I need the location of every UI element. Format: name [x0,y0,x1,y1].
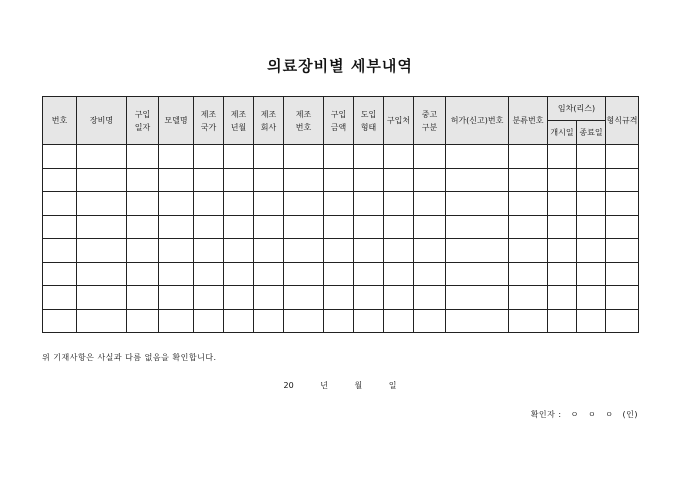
table-cell[interactable] [354,239,384,263]
table-cell[interactable] [77,168,127,192]
table-cell[interactable] [284,168,324,192]
table-cell[interactable] [606,168,639,192]
table-cell[interactable] [446,239,509,263]
table-cell[interactable] [127,286,159,310]
table-cell[interactable] [127,215,159,239]
table-cell[interactable] [127,192,159,216]
table-cell[interactable] [384,145,414,169]
table-cell[interactable] [224,192,254,216]
date-month-label: 월 [354,381,363,390]
table-cell[interactable] [194,286,224,310]
table-cell[interactable] [414,262,446,286]
header-lease-start: 개시일 [548,121,577,145]
table-cell[interactable] [43,145,77,169]
table-cell[interactable] [354,168,384,192]
table-cell[interactable] [548,239,577,263]
table-cell[interactable] [384,215,414,239]
header-intro-type: 도입 형태 [354,97,384,145]
table-cell[interactable] [577,192,606,216]
header-purchase-amount: 구입 금액 [324,97,354,145]
table-cell[interactable] [384,192,414,216]
table-cell[interactable] [159,145,194,169]
table-row [43,168,639,192]
table-cell[interactable] [354,215,384,239]
table-cell[interactable] [254,192,284,216]
table-cell[interactable] [77,239,127,263]
table-cell[interactable] [384,309,414,333]
table-cell[interactable] [324,168,354,192]
table-cell[interactable] [194,168,224,192]
table-cell[interactable] [324,192,354,216]
table-cell[interactable] [224,262,254,286]
header-model-name: 모델명 [159,97,194,145]
table-cell[interactable] [509,286,548,310]
table-cell[interactable] [194,192,224,216]
table-cell[interactable] [324,286,354,310]
table-cell[interactable] [77,192,127,216]
table-cell[interactable] [509,239,548,263]
table-cell[interactable] [414,145,446,169]
table-cell[interactable] [446,262,509,286]
header-purchase-date: 구입 일자 [127,97,159,145]
table-cell[interactable] [224,286,254,310]
table-cell[interactable] [43,192,77,216]
equipment-detail-table [42,96,639,333]
table-cell[interactable] [127,168,159,192]
confirmer-mark: ㅇ [570,410,579,419]
table-row [43,215,639,239]
table-cell[interactable] [324,145,354,169]
table-cell[interactable] [224,239,254,263]
table-cell[interactable] [324,215,354,239]
table-cell[interactable] [414,239,446,263]
table-cell[interactable] [224,215,254,239]
table-cell[interactable] [577,309,606,333]
table-cell[interactable] [548,168,577,192]
table-cell[interactable] [284,145,324,169]
header-vendor: 구입처 [384,97,414,145]
confirmer-seal: (인) [622,410,638,419]
table-cell[interactable] [159,262,194,286]
table-cell[interactable] [43,168,77,192]
table-cell[interactable] [548,286,577,310]
table-cell[interactable] [254,262,284,286]
table-cell[interactable] [194,309,224,333]
date-day-label: 일 [388,381,397,390]
header-spec: 형식규격 [606,97,639,145]
table-cell[interactable] [77,215,127,239]
table-cell[interactable] [606,192,639,216]
table-cell[interactable] [284,286,324,310]
table-cell[interactable] [284,262,324,286]
table-cell[interactable] [414,168,446,192]
table-cell[interactable] [127,262,159,286]
table-cell[interactable] [509,168,548,192]
table-cell[interactable] [194,215,224,239]
table-cell[interactable] [354,145,384,169]
table-cell[interactable] [414,215,446,239]
table-cell[interactable] [446,215,509,239]
confirmer-mark: ㅇ [605,410,614,419]
table-cell[interactable] [509,309,548,333]
confirmer-line [525,409,638,420]
table-row [43,309,639,333]
table-cell[interactable] [354,192,384,216]
table-cell[interactable] [77,309,127,333]
table-cell[interactable] [446,309,509,333]
table-cell[interactable] [127,145,159,169]
table-cell[interactable] [159,168,194,192]
table-cell[interactable] [577,239,606,263]
table-row [43,262,639,286]
table-cell[interactable] [414,286,446,310]
table-cell[interactable] [577,145,606,169]
table-cell[interactable] [254,239,284,263]
table-cell[interactable] [548,309,577,333]
table-cell[interactable] [606,262,639,286]
table-cell[interactable] [194,145,224,169]
table-cell[interactable] [354,286,384,310]
table-cell[interactable] [606,239,639,263]
header-no: 번호 [43,97,77,145]
table-cell[interactable] [224,145,254,169]
table-cell[interactable] [254,309,284,333]
header-lease-end: 종료일 [577,121,606,145]
table-row [43,192,639,216]
table-cell[interactable] [159,309,194,333]
header-lease: 임차(리스) [548,97,606,121]
confirmation-note: 위 기재사항은 사실과 다름 없음을 확인합니다. [42,353,217,362]
date-line [0,380,680,391]
table-cell[interactable] [606,309,639,333]
table-cell[interactable] [509,262,548,286]
table-cell[interactable] [43,309,77,333]
table-cell[interactable] [509,192,548,216]
confirmer-label: 확인자 : [530,410,562,419]
table-cell[interactable] [577,286,606,310]
table-cell[interactable] [577,168,606,192]
table-cell[interactable] [43,215,77,239]
table-cell[interactable] [606,145,639,169]
table-cell[interactable] [159,286,194,310]
table-cell[interactable] [284,192,324,216]
table-cell[interactable] [254,215,284,239]
table-cell[interactable] [254,286,284,310]
confirmer-mark: ㅇ [587,410,597,419]
table-cell[interactable] [384,262,414,286]
table-cell[interactable] [354,309,384,333]
table-cell[interactable] [224,168,254,192]
table-cell[interactable] [324,239,354,263]
table-row [43,239,639,263]
table-cell[interactable] [509,145,548,169]
table-cell[interactable] [414,192,446,216]
table-cell[interactable] [284,215,324,239]
table-cell[interactable] [577,215,606,239]
header-maker-company: 제조 회사 [254,97,284,145]
table-cell[interactable] [446,145,509,169]
table-cell[interactable] [77,262,127,286]
header-permit-no: 허가(신고)번호 [446,97,509,145]
table-cell[interactable] [548,145,577,169]
table-row [43,286,639,310]
header-maker-country: 제조 국가 [194,97,224,145]
table-cell[interactable] [159,215,194,239]
table-cell[interactable] [159,192,194,216]
table-cell[interactable] [127,309,159,333]
table-cell[interactable] [446,168,509,192]
table-cell[interactable] [324,262,354,286]
table-cell[interactable] [43,286,77,310]
header-serial-no: 제조 번호 [284,97,324,145]
table-cell[interactable] [77,286,127,310]
table-cell[interactable] [384,168,414,192]
table-cell[interactable] [446,286,509,310]
table-cell[interactable] [414,309,446,333]
table-cell[interactable] [384,239,414,263]
table-cell[interactable] [384,286,414,310]
table-cell[interactable] [284,309,324,333]
table-cell[interactable] [548,215,577,239]
table-cell[interactable] [194,239,224,263]
table-cell[interactable] [254,168,284,192]
header-class-no: 분류번호 [509,97,548,145]
table-cell[interactable] [606,215,639,239]
table-cell[interactable] [159,239,194,263]
table-cell[interactable] [43,239,77,263]
table-cell[interactable] [509,215,548,239]
table-cell[interactable] [354,262,384,286]
table-cell[interactable] [43,262,77,286]
table-cell[interactable] [577,262,606,286]
table-cell[interactable] [284,239,324,263]
table-cell[interactable] [254,145,284,169]
table-row [43,145,639,169]
table-cell[interactable] [446,192,509,216]
header-used-type: 중고 구분 [414,97,446,145]
table-body [43,145,639,333]
table-cell[interactable] [127,239,159,263]
table-cell[interactable] [324,309,354,333]
page-title: 의료장비별 세부내역 [267,57,413,75]
table-cell[interactable] [224,309,254,333]
table-cell[interactable] [606,286,639,310]
header-maker-year: 제조 년월 [224,97,254,145]
table-cell[interactable] [548,262,577,286]
date-year-prefix: 20 [283,381,294,390]
table-cell[interactable] [194,262,224,286]
date-year-label: 년 [320,381,328,390]
table-cell[interactable] [77,145,127,169]
header-equipment-name: 장비명 [77,97,127,145]
table-cell[interactable] [548,192,577,216]
